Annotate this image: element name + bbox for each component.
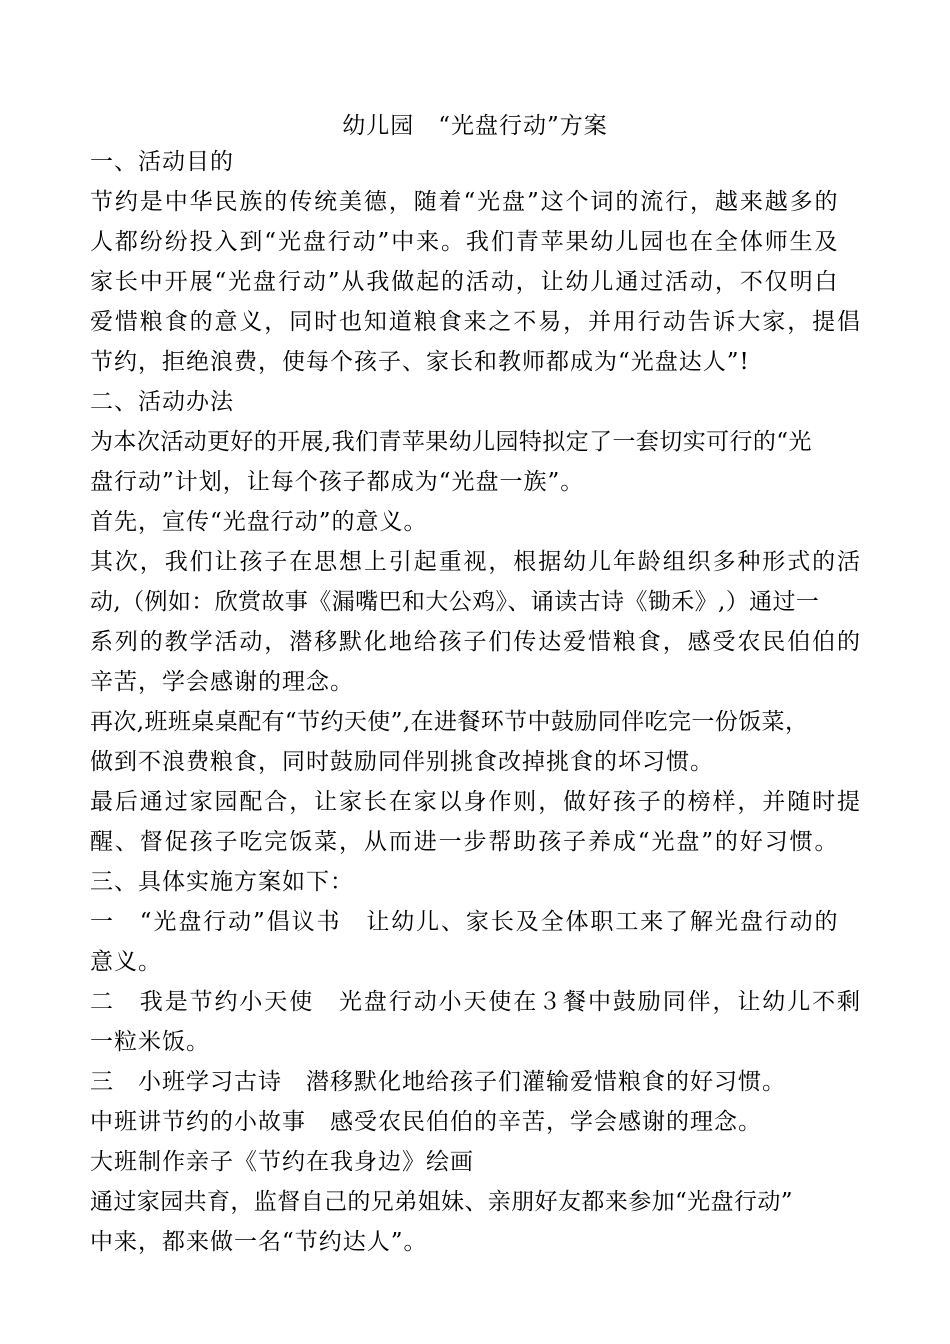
paragraph-line: 节约是中华民族的传统美德，随着“光盘”这个词的流行，越来越多的 [90,189,840,215]
section-heading-activity-purpose: 一、活动目的 [90,149,234,175]
document-title: 幼儿园 “光盘行动”方案 [342,113,608,139]
paragraph-line: 人都纷纷投入到“光盘行动”中来。我们青苹果幼儿园也在全体师生及 [90,229,840,255]
paragraph-line: 家长中开展“光盘行动”从我做起的活动，让幼儿通过活动，不仅明白 [90,269,840,295]
paragraph-line: 醒、督促孩子吃完饭菜，从而进一步帮助孩子养成“光盘”的好习惯。 [90,829,840,855]
paragraph-line: 通过家园共育，监督自己的兄弟姐妹、亲朋好友都来参加“光盘行动” [90,1189,793,1215]
list-item-line: 意义。 [90,949,162,975]
paragraph-line: 动,（例如：欣赏故事《漏嘴巴和大公鸡》、诵读古诗《锄禾》,）通过一 [90,589,820,615]
paragraph-line: 爱惜粮食的意义，同时也知道粮食来之不易，并用行动告诉大家，提倡 [90,309,862,335]
list-item-line: 二 我是节约小天使 光盘行动小天使在３餐中鼓励同伴，让幼儿不剩 [90,989,862,1015]
paragraph-line: 辛苦，学会感谢的理念。 [90,669,354,695]
paragraph-line: 首先，宣传“光盘行动”的意义。 [90,509,428,535]
list-item-line: 中班讲节约的小故事 感受农民伯伯的辛苦，学会感谢的理念。 [90,1109,762,1135]
paragraph-line: 盘行动”计划，让每个孩子都成为“光盘一族”。 [90,469,585,495]
section-heading-implementation: 三、具体实施方案如下： [90,869,354,895]
paragraph-line: 做到不浪费粮食，同时鼓励同伴别挑食改掉挑食的坏习惯。 [90,749,714,775]
paragraph-line: 中来，都来做一名“节约达人”。 [90,1229,428,1255]
paragraph-line: 系列的教学活动，潜移默化地给孩子们传达爱惜粮食，感受农民伯伯的 [90,629,862,655]
list-item-line: 三 小班学习古诗 潜移默化地给孩子们灌输爱惜粮食的好习惯。 [90,1069,786,1095]
paragraph-line: 为本次活动更好的开展,我们青苹果幼儿园特拟定了一套切实可行的“光 [90,429,812,455]
paragraph-line: 再次,班班桌桌配有“节约天使”,在进餐环节中鼓励同伴吃完一份饭菜， [90,709,809,735]
paragraph-line: 节约，拒绝浪费，使每个孩子、家长和教师都成为“光盘达人”! [90,349,750,375]
list-item-line: 一 “光盘行动”倡议书 让幼儿、家长及全体职工来了解光盘行动的 [90,909,840,935]
paragraph-line: 其次，我们让孩子在思想上引起重视，根据幼儿年龄组织多种形式的活 [90,549,862,575]
list-item-line: 一粒米饭。 [90,1029,210,1055]
section-heading-activity-method: 二、活动办法 [90,389,234,415]
list-item-line: 大班制作亲子《节约在我身边》绘画 [90,1149,474,1175]
paragraph-line: 最后通过家园配合，让家长在家以身作则，做好孩子的榜样，并随时提 [90,789,862,815]
